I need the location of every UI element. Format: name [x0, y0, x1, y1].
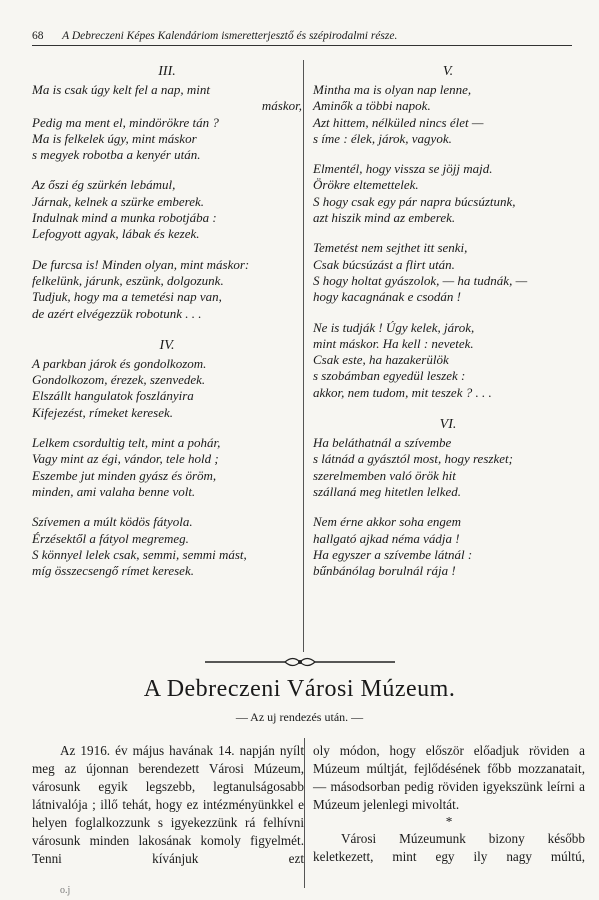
- poem-stanza: [32, 356, 302, 421]
- poem-stanza: [313, 435, 583, 500]
- poem-line: míg összecsengő rímet keresek.: [32, 563, 194, 579]
- poem-line: Temetést nem sejthet itt senki,: [313, 240, 468, 256]
- article-paragraph: Az 1916. év május havának 14. napján nyílt meg az újonnan berendezett Városi Múzeum, városunk egyik legszebb, legtanulságosabb látnivalója ; illő tehát, hogy ez intézményünkkel e helyen foglalkozzunk s igyekezzünk rá felhívni városunk minden lakosának komoly figyelmét. Tenni kívánjuk ezt: [32, 743, 304, 866]
- poem-line: Nem érne akkor soha engem: [313, 514, 462, 530]
- running-header: [32, 30, 572, 46]
- poem-line: de azért elvégezzük robotunk . . .: [32, 305, 202, 321]
- poem-line: Szívemen a múlt ködös fátyola.: [32, 514, 193, 530]
- poem-line: Tudjuk, hogy ma a temetési nap van,: [32, 289, 222, 305]
- poem-stanza: [313, 161, 583, 226]
- poem-line: s íme : élek, járok, vagyok.: [313, 130, 452, 146]
- poem-line: S könnyel lelek csak, semmi, semmi mást,: [32, 546, 247, 562]
- poem-line: Ha beláthatnál a szívembe: [313, 435, 452, 451]
- poem-line: Csak búcsúzást a flirt után.: [313, 256, 455, 272]
- poem-line: s látnád a gyásztól most, hogy reszket;: [313, 451, 513, 467]
- article-column-right: [313, 742, 585, 866]
- poem-line: De furcsa is! Minden olyan, mint máskor:: [32, 256, 250, 272]
- poem-line: Az őszi ég szürkén lebámul,: [32, 177, 176, 193]
- poem-line: Járnak, kelnek a szürke emberek.: [32, 193, 205, 209]
- poem-stanza: [313, 514, 583, 579]
- article-paragraph: Városi Múzeumunk bizony később keletkezett, mint egy ily nagy múltú,: [313, 831, 585, 864]
- page-number: 68: [32, 30, 44, 42]
- article-title: A Debreczeni Városi Múzeum.: [143, 676, 456, 702]
- poem-stanza: [32, 257, 302, 322]
- poem-line: Indulnak mind a munka robotjába :: [32, 210, 217, 226]
- poem-line: Lefogyott agyak, lábak és kezek.: [32, 226, 200, 242]
- poem-stanza: [313, 320, 583, 401]
- poem-line: S hogy holtat gyászolok, — ha tudnák, —: [313, 272, 528, 288]
- poem-line: máskor,: [261, 98, 302, 114]
- poem-stanza: [32, 514, 302, 579]
- poem-stanza: [32, 177, 302, 242]
- poem-line: akkor, nem tudom, mit teszek ? . . .: [313, 384, 492, 400]
- poem-line: azt hiszik mind az emberek.: [313, 210, 456, 226]
- poem-stanza: [313, 82, 583, 147]
- poem-line: felkelünk, járunk, eszünk, dolgozunk.: [32, 272, 224, 288]
- poem-line: Érzésektől a fátyol megremeg.: [32, 530, 189, 546]
- poem-line: hallgató ajkad néma vádja !: [313, 530, 460, 546]
- poem-line: Kifejezést, rímeket keresek.: [32, 404, 174, 420]
- poem-line: Csak este, ha hazakerülök: [313, 352, 449, 368]
- poem-line: Ne is tudják ! Úgy kelek, járok,: [313, 319, 475, 335]
- poem-section-numeral: III.: [158, 64, 176, 79]
- poem-line: szerelmemben való örök hit: [313, 467, 456, 483]
- running-title: A Debreczeni Képes Kalendáriom ismeretterjesztő és szépirodalmi része.: [62, 30, 398, 42]
- article-column-left: [32, 742, 304, 868]
- poem-section-numeral: V.: [442, 64, 454, 79]
- poem-line: Vagy mint az égi, vándor, tele hold ;: [32, 451, 219, 467]
- poem-stanza: [313, 240, 583, 305]
- poem-section-numeral: VI.: [439, 417, 457, 433]
- poem-line: Lelkem csordultig telt, mint a pohár,: [32, 435, 221, 451]
- poem-line: Elszállt hangulatok foszlányira: [32, 388, 194, 404]
- column-rule: [303, 60, 304, 652]
- poem-column-left: [32, 62, 302, 593]
- poem-line: minden, ami valaha benne volt.: [32, 483, 196, 499]
- article-paragraph: oly módon, hogy először előadjuk röviden a Múzeum múltját, fejlődésének főbb mozzanatait, — másodsorban pedig röviden igyekszünk leírni a Múzeum jelenlegi mivoltát.: [313, 743, 585, 812]
- poem-line: s szobámban egyedül leszek :: [313, 368, 466, 384]
- poem-stanza: [32, 82, 302, 163]
- poem-line: mint máskor. Ha kell : nevetek.: [313, 335, 474, 351]
- poem-line: Ha egyszer a szívembe látnál :: [313, 546, 473, 562]
- poem-line: Mintha ma is olyan nap lenne,: [313, 82, 472, 97]
- poem-line: Azt hittem, nélküled nincs élet —: [313, 114, 484, 130]
- poem-line: A parkban járok és gondolkozom.: [32, 355, 207, 371]
- poem-line: Pedig ma ment el, mindörökre tán ?: [32, 114, 219, 130]
- poem-section-numeral: IV.: [159, 337, 175, 353]
- poem-line: Örökre eltemettelek.: [313, 177, 419, 193]
- poem-line: Aminők a többi napok.: [313, 98, 431, 114]
- poem-line: bűnbánólag borulnál rája !: [313, 563, 456, 579]
- poem-line: szállaná meg hitetlen lelked.: [313, 483, 462, 499]
- poem-column-right: [313, 62, 583, 593]
- section-separator: *: [445, 814, 453, 829]
- print-mark: o.j: [60, 885, 71, 896]
- poem-stanza: [32, 435, 302, 500]
- poem-line: Ma is csak úgy kelt fel a nap, mint: [32, 82, 210, 97]
- poem-line: S hogy csak egy pár napra búcsúztunk,: [313, 193, 516, 209]
- poem-line: Eszembe jut minden gyász és öröm,: [32, 467, 217, 483]
- poem-line: s megyek robotba a kenyér után.: [32, 147, 201, 163]
- poem-line: Elmentél, hogy vissza se jöjj majd.: [313, 161, 493, 177]
- poem-line: Gondolkozom, érezek, szenvedek.: [32, 372, 206, 388]
- article-subtitle: — Az uj rendezés után. —: [235, 710, 364, 724]
- article-column-rule: [304, 738, 305, 888]
- poem-line: hogy kacagnának e csodán !: [313, 289, 462, 305]
- ornamental-divider: [205, 655, 395, 669]
- poem-line: Ma is felkelek úgy, mint máskor: [32, 130, 197, 146]
